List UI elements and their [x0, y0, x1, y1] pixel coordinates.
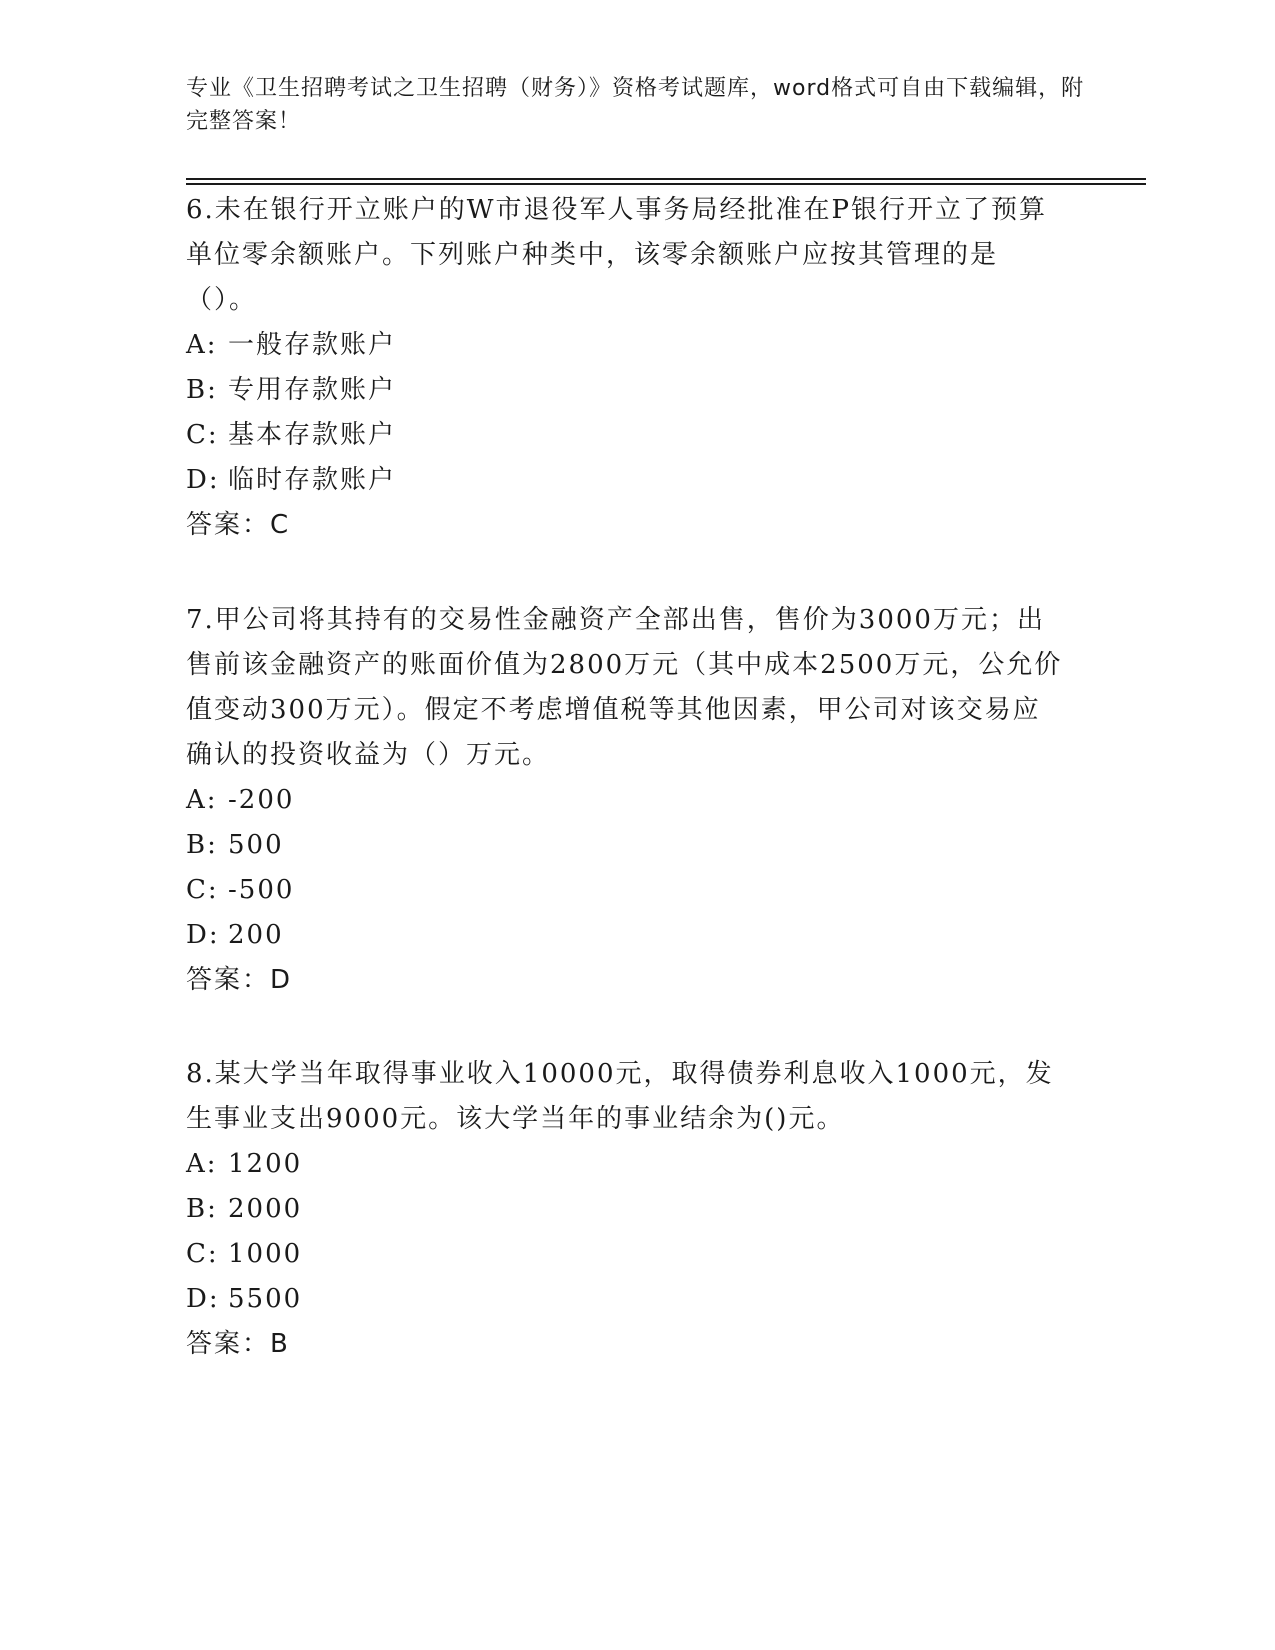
option-letter: A:	[186, 785, 218, 815]
option-text: -500	[228, 875, 295, 905]
option-letter: B:	[186, 830, 218, 860]
option-c	[186, 1232, 1066, 1277]
option-letter: A:	[186, 330, 218, 360]
option-text: 临时存款账户	[228, 465, 397, 495]
document-header: 专业《卫生招聘考试之卫生招聘（财务）》资格考试题库，word格式可自由下载编辑，附完整答案！	[186, 76, 1085, 134]
option-letter: D:	[186, 920, 220, 950]
option-letter: B:	[186, 1194, 218, 1224]
answer-line: 答案：B	[186, 1329, 290, 1359]
option-b	[186, 823, 1066, 868]
option-letter: A:	[186, 1149, 218, 1179]
option-a	[186, 778, 1066, 823]
option-c	[186, 413, 1066, 458]
option-letter: B:	[186, 375, 218, 405]
option-text: 一般存款账户	[228, 330, 397, 360]
option-c	[186, 868, 1066, 913]
option-text: 200	[228, 920, 284, 950]
question-stem: 8.某大学当年取得事业收入10000元，取得债券利息收入1000元，发生事业支出9000元。该大学当年的事业结余为()元。	[186, 1059, 1054, 1134]
option-a	[186, 323, 1066, 368]
option-text: 1000	[228, 1239, 303, 1269]
question-8	[186, 1052, 1066, 1367]
option-text: 1200	[228, 1149, 303, 1179]
option-d	[186, 458, 1066, 503]
option-letter: C:	[186, 875, 219, 905]
option-text: -200	[228, 785, 295, 815]
question-6	[186, 188, 1066, 548]
option-letter: C:	[186, 420, 219, 450]
option-b	[186, 368, 1066, 413]
option-d	[186, 1277, 1066, 1322]
option-a	[186, 1142, 1066, 1187]
answer-line: 答案：D	[186, 965, 293, 995]
option-b	[186, 1187, 1066, 1232]
option-text: 专用存款账户	[228, 375, 397, 405]
header-rule-top	[186, 178, 1146, 180]
option-letter: D:	[186, 465, 220, 495]
question-7	[186, 598, 1066, 1003]
option-text: 5500	[228, 1284, 303, 1314]
question-stem: 6.未在银行开立账户的W市退役军人事务局经批准在P银行开立了预算单位零余额账户。下列账户种类中，该零余额账户应按其管理的是（）。	[186, 195, 1048, 315]
option-letter: C:	[186, 1239, 219, 1269]
answer-line: 答案：C	[186, 510, 291, 540]
option-text: 2000	[228, 1194, 303, 1224]
option-text: 基本存款账户	[228, 420, 397, 450]
header-rule-bottom	[186, 183, 1146, 185]
option-d	[186, 913, 1066, 958]
option-text: 500	[228, 830, 284, 860]
option-letter: D:	[186, 1284, 220, 1314]
question-stem: 7.甲公司将其持有的交易性金融资产全部出售，售价为3000万元；出售前该金融资产的账面价值为2800万元（其中成本2500万元，公允价值变动300万元）。假定不考虑增值税等其他因素，甲公司对该交易应确认的投资收益为（）万元。	[186, 605, 1063, 770]
